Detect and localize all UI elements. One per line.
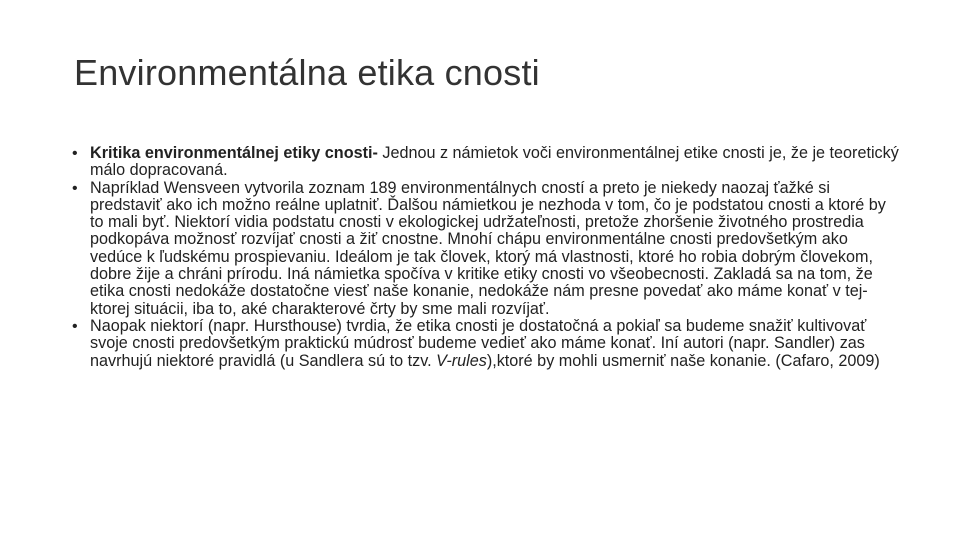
bullet-text-after: ),ktoré by mohli usmerniť naše konanie. (Cafaro, 2009)	[486, 351, 880, 370]
bullet-text: Jednou z námietok voči environmentálnej etike cnosti je, že je teoretický málo dopracovaná.	[90, 144, 899, 180]
bullet-item-critique	[72, 145, 902, 180]
bullet-item-wensveen	[72, 180, 902, 318]
bullet-list	[72, 145, 902, 370]
slide-body	[72, 145, 902, 370]
bullet-text: Napríklad Wensveen vytvorila zoznam 189 environmentálnych cností a preto je niekedy naozaj ťažké si predstaviť ako ich možno reálne uplatniť. Ďalšou námietkou je nezhoda v tom, čo je podstatou cnosti a ktoré by to mali byť. Niektorí vidia podstatu cnosti v ekologickej udržateľnosti, pretože zhoršenie životného prostredia podkopáva možnosť rozvíjať cnosti a žiť cnostne. Mnohí chápu environmentálne cnosti predovšetkým ako vedúce k ľudskému prospievaniu. Ideálom je tak človek, ktorý má vlastnosti, ktoré ho robia dobrým človekom, dobre žije a chráni prírodu. Iná námietka spočíva v kritike etiky cnosti vo všeobecnosti. Zakladá sa na tom, že etika cnosti nedokáže dostatočne viesť naše konanie, nedokáže nám presne povedať ako máme konať v tej-ktorej situácii, iba to, aké charakterové črty by sme mali rozvíjať.	[90, 178, 886, 318]
bullet-item-hursthouse	[72, 318, 902, 370]
bullet-text-before: Naopak niektorí (napr. Hursthouse) tvrdia, že etika cnosti je dostatočná a pokiaľ sa budeme snažiť kultivovať svoje cnosti predovšetkým praktickú múdrosť budeme vedieť ako máme konať. Iní autori (napr. Sandler) zas navrhujú niektoré pravidlá (u Sandlera sú to tzv.	[90, 316, 867, 370]
bullet-heading: Kritika environmentálnej etiky cnosti-	[90, 144, 378, 162]
slide-title: Environmentálna etika cnosti	[74, 52, 540, 93]
bullet-italic-term: V-rules	[436, 351, 487, 370]
